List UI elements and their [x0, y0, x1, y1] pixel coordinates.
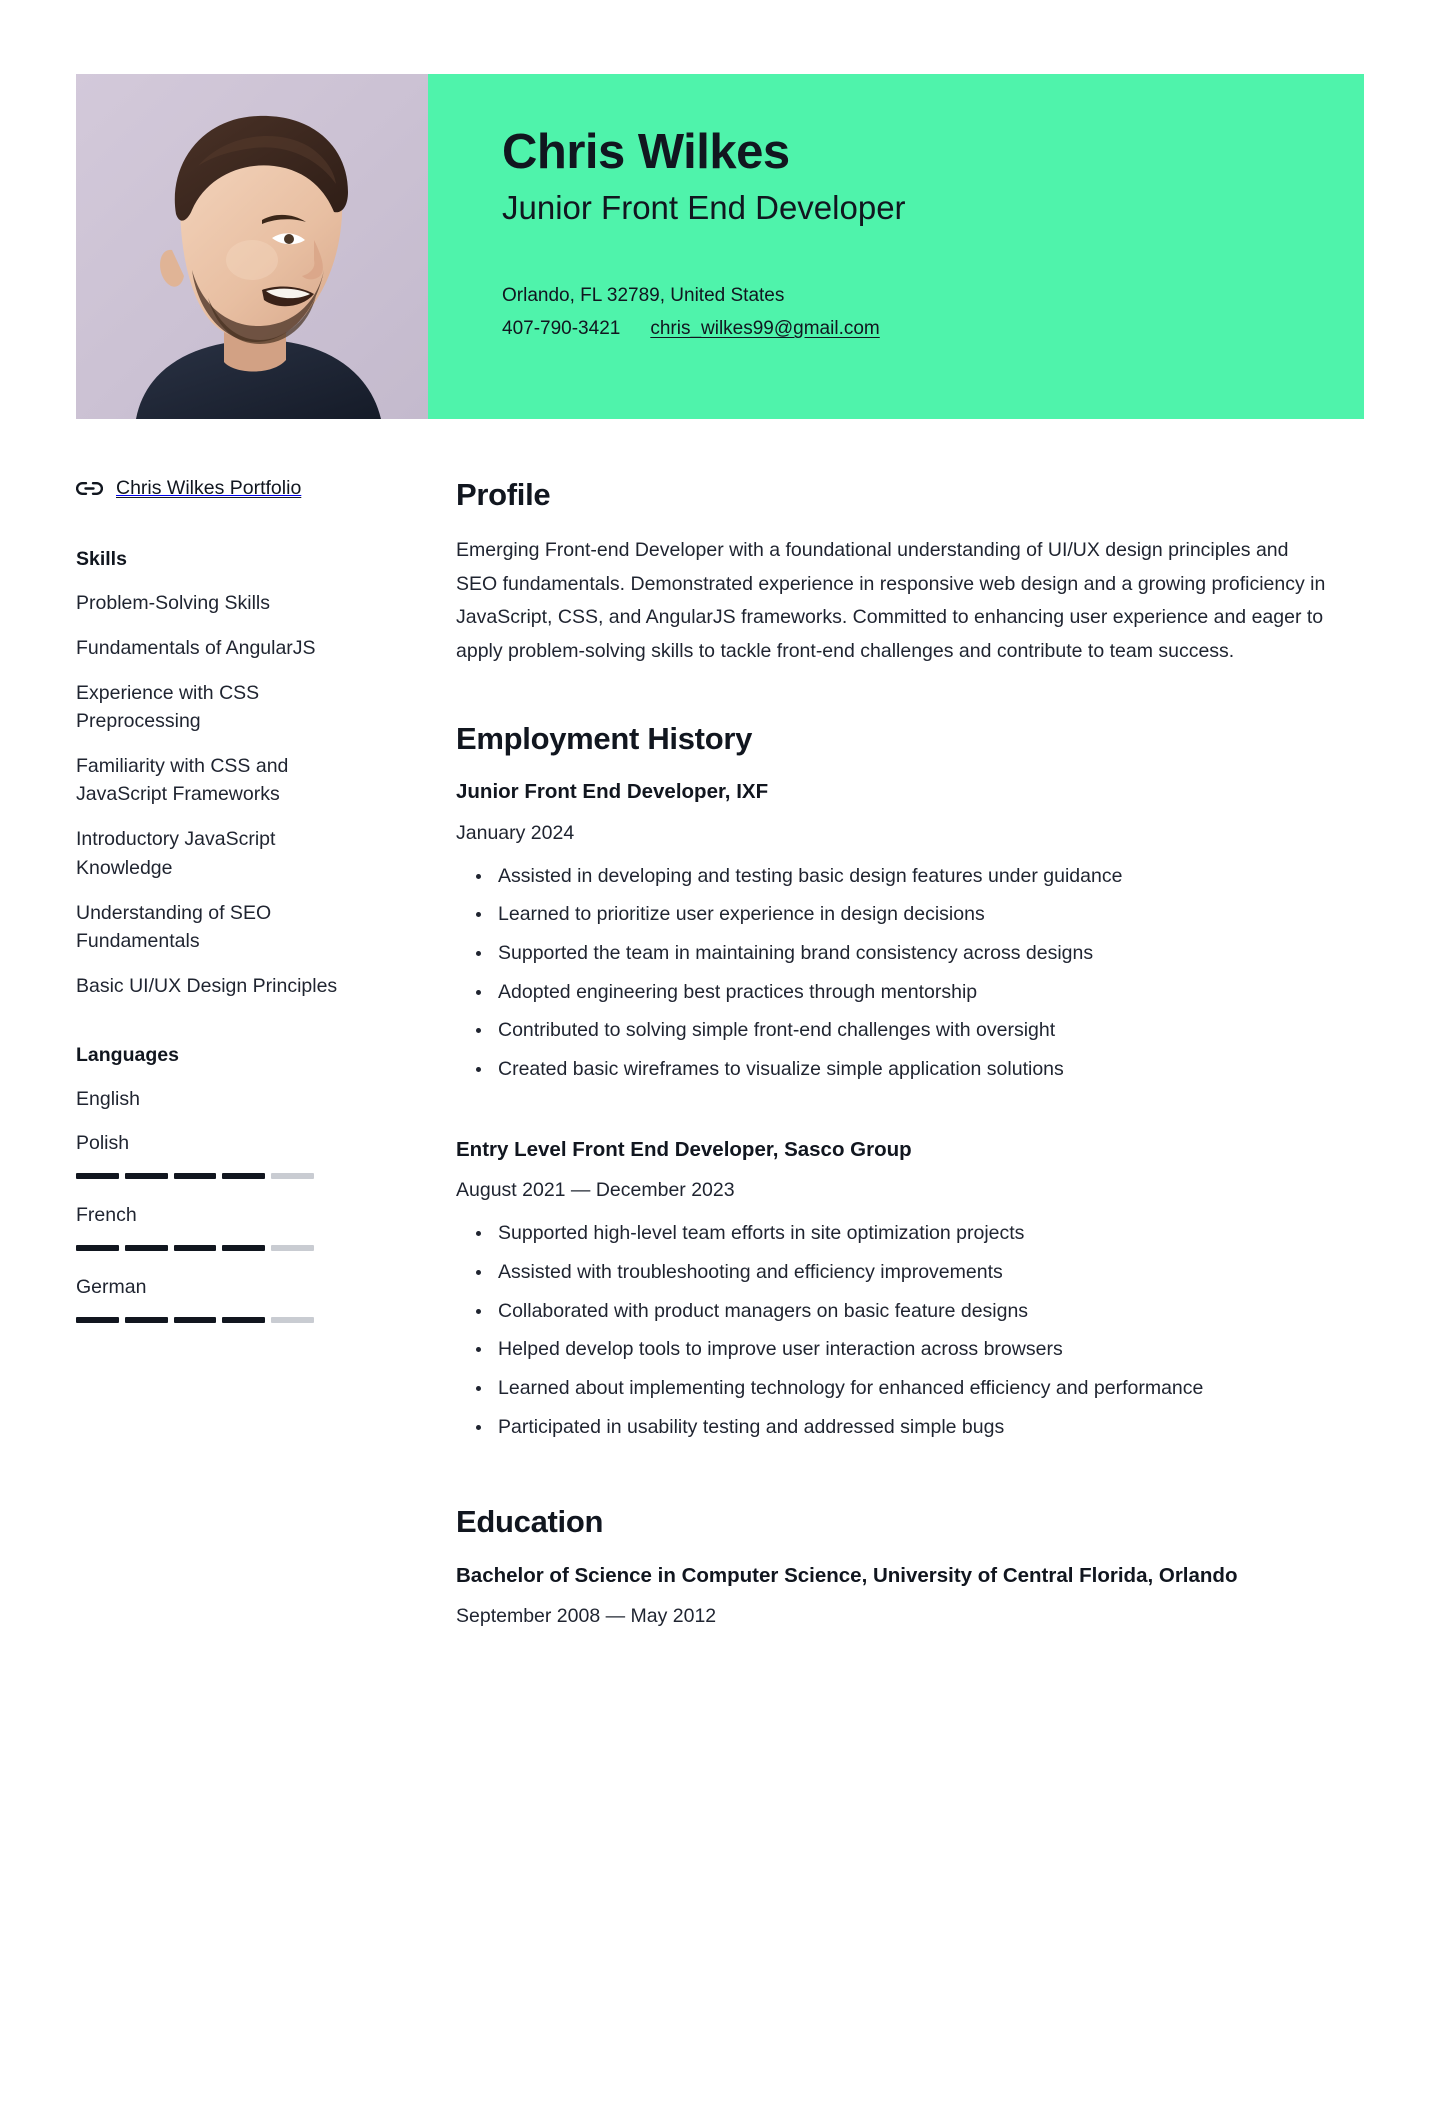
- list-item: Supported the team in maintaining brand consistency across designs: [498, 939, 1328, 968]
- education-entry: [456, 1561, 1364, 1628]
- languages-heading: Languages: [76, 1043, 179, 1066]
- employment-entry-date: January 2024: [456, 821, 575, 844]
- language-item: [76, 1129, 350, 1179]
- language-level-segment: [125, 1173, 168, 1179]
- language-level-segment: [174, 1317, 217, 1323]
- contact-block: [502, 281, 1304, 346]
- language-level-segment: [222, 1317, 265, 1323]
- main-content: [388, 477, 1364, 1628]
- language-level-segment: [76, 1317, 119, 1323]
- language-level-segment: [271, 1173, 314, 1179]
- skill-item: Familiarity with CSS and JavaScript Frameworks: [76, 755, 289, 806]
- languages-list: [76, 1085, 350, 1323]
- language-level-segment: [76, 1173, 119, 1179]
- employment-entry-heading: Junior Front End Developer, IXF: [456, 780, 769, 804]
- list-item: Created basic wireframes to visualize simple application solutions: [498, 1055, 1328, 1084]
- employment-bullet-list: [456, 862, 1364, 1084]
- contact-email-link[interactable]: chris_wilkes99@gmail.com: [650, 318, 880, 340]
- education-title: Education: [456, 1504, 604, 1540]
- language-name: German: [76, 1276, 147, 1299]
- portfolio-link[interactable]: [76, 477, 350, 500]
- resume-header: [0, 74, 1440, 419]
- spacer: [456, 1094, 1364, 1136]
- list-item: Learned to prioritize user experience in design decisions: [498, 900, 1328, 929]
- list-item: Supported high-level team efforts in site optimization projects: [498, 1219, 1328, 1248]
- employment-bullet-list: [456, 1219, 1364, 1441]
- language-name: French: [76, 1204, 137, 1227]
- language-level-segment: [271, 1317, 314, 1323]
- language-level-segment: [125, 1245, 168, 1251]
- avatar: [76, 74, 428, 419]
- contact-phone[interactable]: 407-790-3421: [502, 318, 621, 340]
- language-level-segment: [222, 1245, 265, 1251]
- employment-title: Employment History: [456, 721, 753, 757]
- list-item: Collaborated with product managers on basic feature designs: [498, 1297, 1328, 1326]
- education-section: [456, 1504, 1364, 1628]
- language-level-segment: [174, 1173, 217, 1179]
- education-list: [456, 1561, 1364, 1628]
- header-accent-band: [428, 74, 1364, 419]
- skills-list: [76, 589, 350, 1000]
- language-item: [76, 1201, 350, 1251]
- employment-entry: [456, 778, 1364, 1084]
- skill-item: Introductory JavaScript Knowledge: [76, 828, 276, 879]
- skill-item: Problem-Solving Skills: [76, 592, 270, 614]
- jobs-list: [456, 778, 1364, 1441]
- language-item: [76, 1085, 350, 1113]
- languages-section: [76, 1044, 350, 1323]
- list-item: Learned about implementing technology for enhanced efficiency and performance: [498, 1374, 1328, 1403]
- resume-body: [0, 477, 1440, 1628]
- employment-entry-heading: Entry Level Front End Developer, Sasco Group: [456, 1137, 912, 1161]
- profile-text: Emerging Front-end Developer with a foundational understanding of UI/UX design principles and SEO fundamentals. Demonstrated experience in responsive web design and a growing proficiency in JavaScript, CSS, and AngularJS frameworks. Committed to enhancing user experience and eager to apply problem-solving skills to tackle front-end challenges and contribute to team success.: [456, 539, 1326, 662]
- skill-item: Experience with CSS Preprocessing: [76, 682, 260, 733]
- language-item: [76, 1273, 350, 1323]
- list-item: Assisted in developing and testing basic design features under guidance: [498, 862, 1328, 891]
- employment-section: [456, 721, 1364, 1441]
- language-level-segment: [271, 1245, 314, 1251]
- list-item: Adopted engineering best practices through mentorship: [498, 978, 1328, 1007]
- language-name: English: [76, 1087, 140, 1110]
- portfolio-link-label: Chris Wilkes Portfolio: [116, 477, 302, 499]
- skill-item: Understanding of SEO Fundamentals: [76, 901, 272, 952]
- language-name: Polish: [76, 1131, 130, 1154]
- page-title: Chris Wilkes: [502, 125, 790, 179]
- skill-item: Fundamentals of AngularJS: [76, 637, 316, 660]
- profile-title: Profile: [456, 477, 551, 512]
- skills-heading: Skills: [76, 548, 127, 570]
- profile-section: [456, 477, 1364, 668]
- sidebar: [76, 477, 388, 1345]
- employment-entry-date: August 2021 — December 2023: [456, 1179, 735, 1202]
- list-item: Participated in usability testing and addressed simple bugs: [498, 1413, 1328, 1442]
- resume-page: [0, 74, 1440, 2110]
- list-item: Assisted with troubleshooting and efficiency improvements: [498, 1258, 1328, 1287]
- contact-location: Orlando, FL 32789, United States: [502, 284, 785, 306]
- language-level-bar: [76, 1173, 314, 1179]
- header-job-title: Junior Front End Developer: [502, 188, 906, 226]
- language-level-segment: [125, 1317, 168, 1323]
- language-level-segment: [76, 1245, 119, 1251]
- employment-entry: [456, 1136, 1364, 1442]
- link-icon: [76, 479, 103, 499]
- language-level-segment: [174, 1245, 217, 1251]
- list-item: Helped develop tools to improve user interaction across browsers: [498, 1335, 1328, 1364]
- language-level-bar: [76, 1317, 314, 1323]
- skill-item: Basic UI/UX Design Principles: [76, 974, 338, 997]
- language-level-bar: [76, 1245, 314, 1251]
- list-item: Contributed to solving simple front-end challenges with oversight: [498, 1016, 1328, 1045]
- education-entry-date: September 2008 — May 2012: [456, 1605, 717, 1628]
- skills-section: [76, 548, 350, 1000]
- education-entry-heading: Bachelor of Science in Computer Science, University of Central Florida, Orlando: [456, 1564, 1238, 1588]
- language-level-segment: [222, 1173, 265, 1179]
